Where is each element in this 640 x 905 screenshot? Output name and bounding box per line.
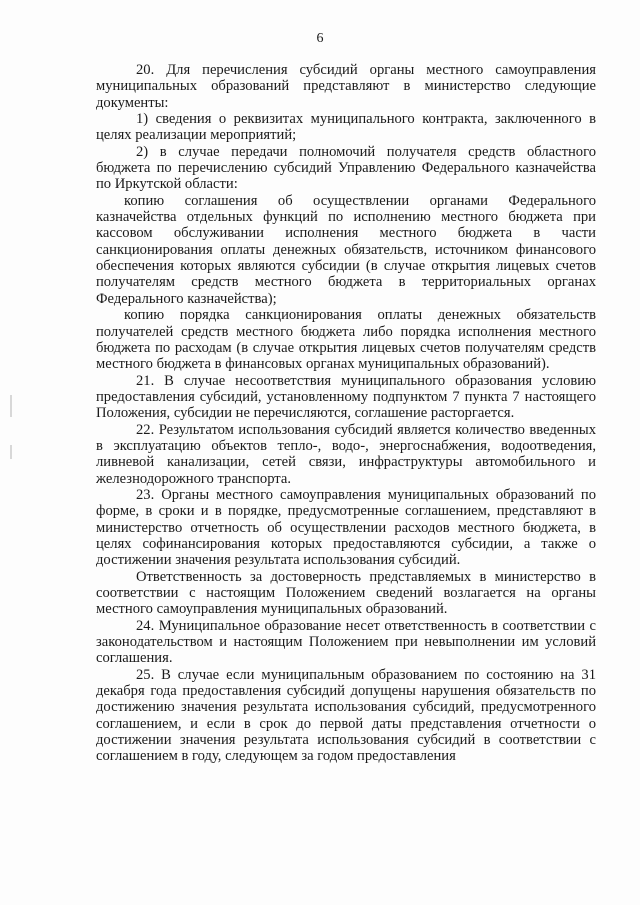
paragraph-20: 20. Для перечисления субсидий органы местного самоуправления муниципальных образований представляют в министерство следующие документы: [96,62,596,111]
paragraph-24: 24. Муниципальное образование несет ответственность в соответствии с законодательством и настоящим Положением при невыполнении им условий соглашения. [96,617,596,667]
paragraph-20-item-2-copy-procedure: копию порядка санкционирования оплаты денежных обязательств получателей средств местного бюджета либо порядка исполнения местного бюджета по расходам (в случае открытия лицевых счетов получателям средств местного бюджета в финансовых органах муниципальных образований). [96,307,596,373]
paragraph-20-item-1: 1) сведения о реквизитах муниципального контракта, заключенного в целях реализации мероприятий; [96,111,596,144]
paragraph-20-item-2-copy-agreement: копию соглашения об осуществлении органами Федерального казначейства отдельных функций по исполнению местного бюджета при кассовом обслуживании исполнения местного бюджета в части санкционирования оплаты денежных обязательств, источником финансового обеспечения которых являются субсидии (в случае открытия лицевых счетов получателям средств местного бюджета в территориальных органах Федерального казначейства); [96,192,596,307]
scan-edge-mark [10,395,12,417]
paragraph-21: 21. В случае несоответствия муниципального образования условию предоставления субсидий, установленному подпунктом 7 пункта 7 настоящего Положения, субсидии не перечисляются, соглашение расторгается. [96,372,596,422]
paragraph-23: 23. Органы местного самоуправления муниципальных образований по форме, в сроки и в порядке, предусмотренные соглашением, представляют в министерство отчетность об осуществлении расходов местного бюджета, в целях софинансирования которых предоставляются субсидии, а также о достижении значения результата использования субсидий. [96,486,596,569]
paragraph-25: 25. В случае если муниципальным образованием по состоянию на 31 декабря года предоставления субсидий допущены нарушения обязательств по достижению значения результата использования субсидий, предусмотренного соглашением, и если в срок до первой даты представления отчетности о достижении значения результата использования субсидий в соответствии с соглашением в году, следующем за годом предоставления [96,666,596,765]
paragraph-22: 22. Результатом использования субсидий является количество введенных в эксплуатацию объектов тепло-, водо-, энергоснабжения, водоотведения, ливневой канализации, сетей связи, инфраструктуры автомобильного и железнодорожного транспорта. [96,421,596,487]
paragraph-20-item-2: 2) в случае передачи полномочий получателя средств областного бюджета по перечислению субсидий Управлению Федерального казначейства по Иркутской области: [96,143,596,193]
paragraph-23-responsibility: Ответственность за достоверность представляемых в министерство в соответствии с настоящим Положением сведений возлагается на органы местного самоуправления муниципальных образований. [96,568,596,618]
page-number: 6 [316,31,324,46]
scan-edge-mark [10,445,12,459]
document-body [96,62,596,765]
